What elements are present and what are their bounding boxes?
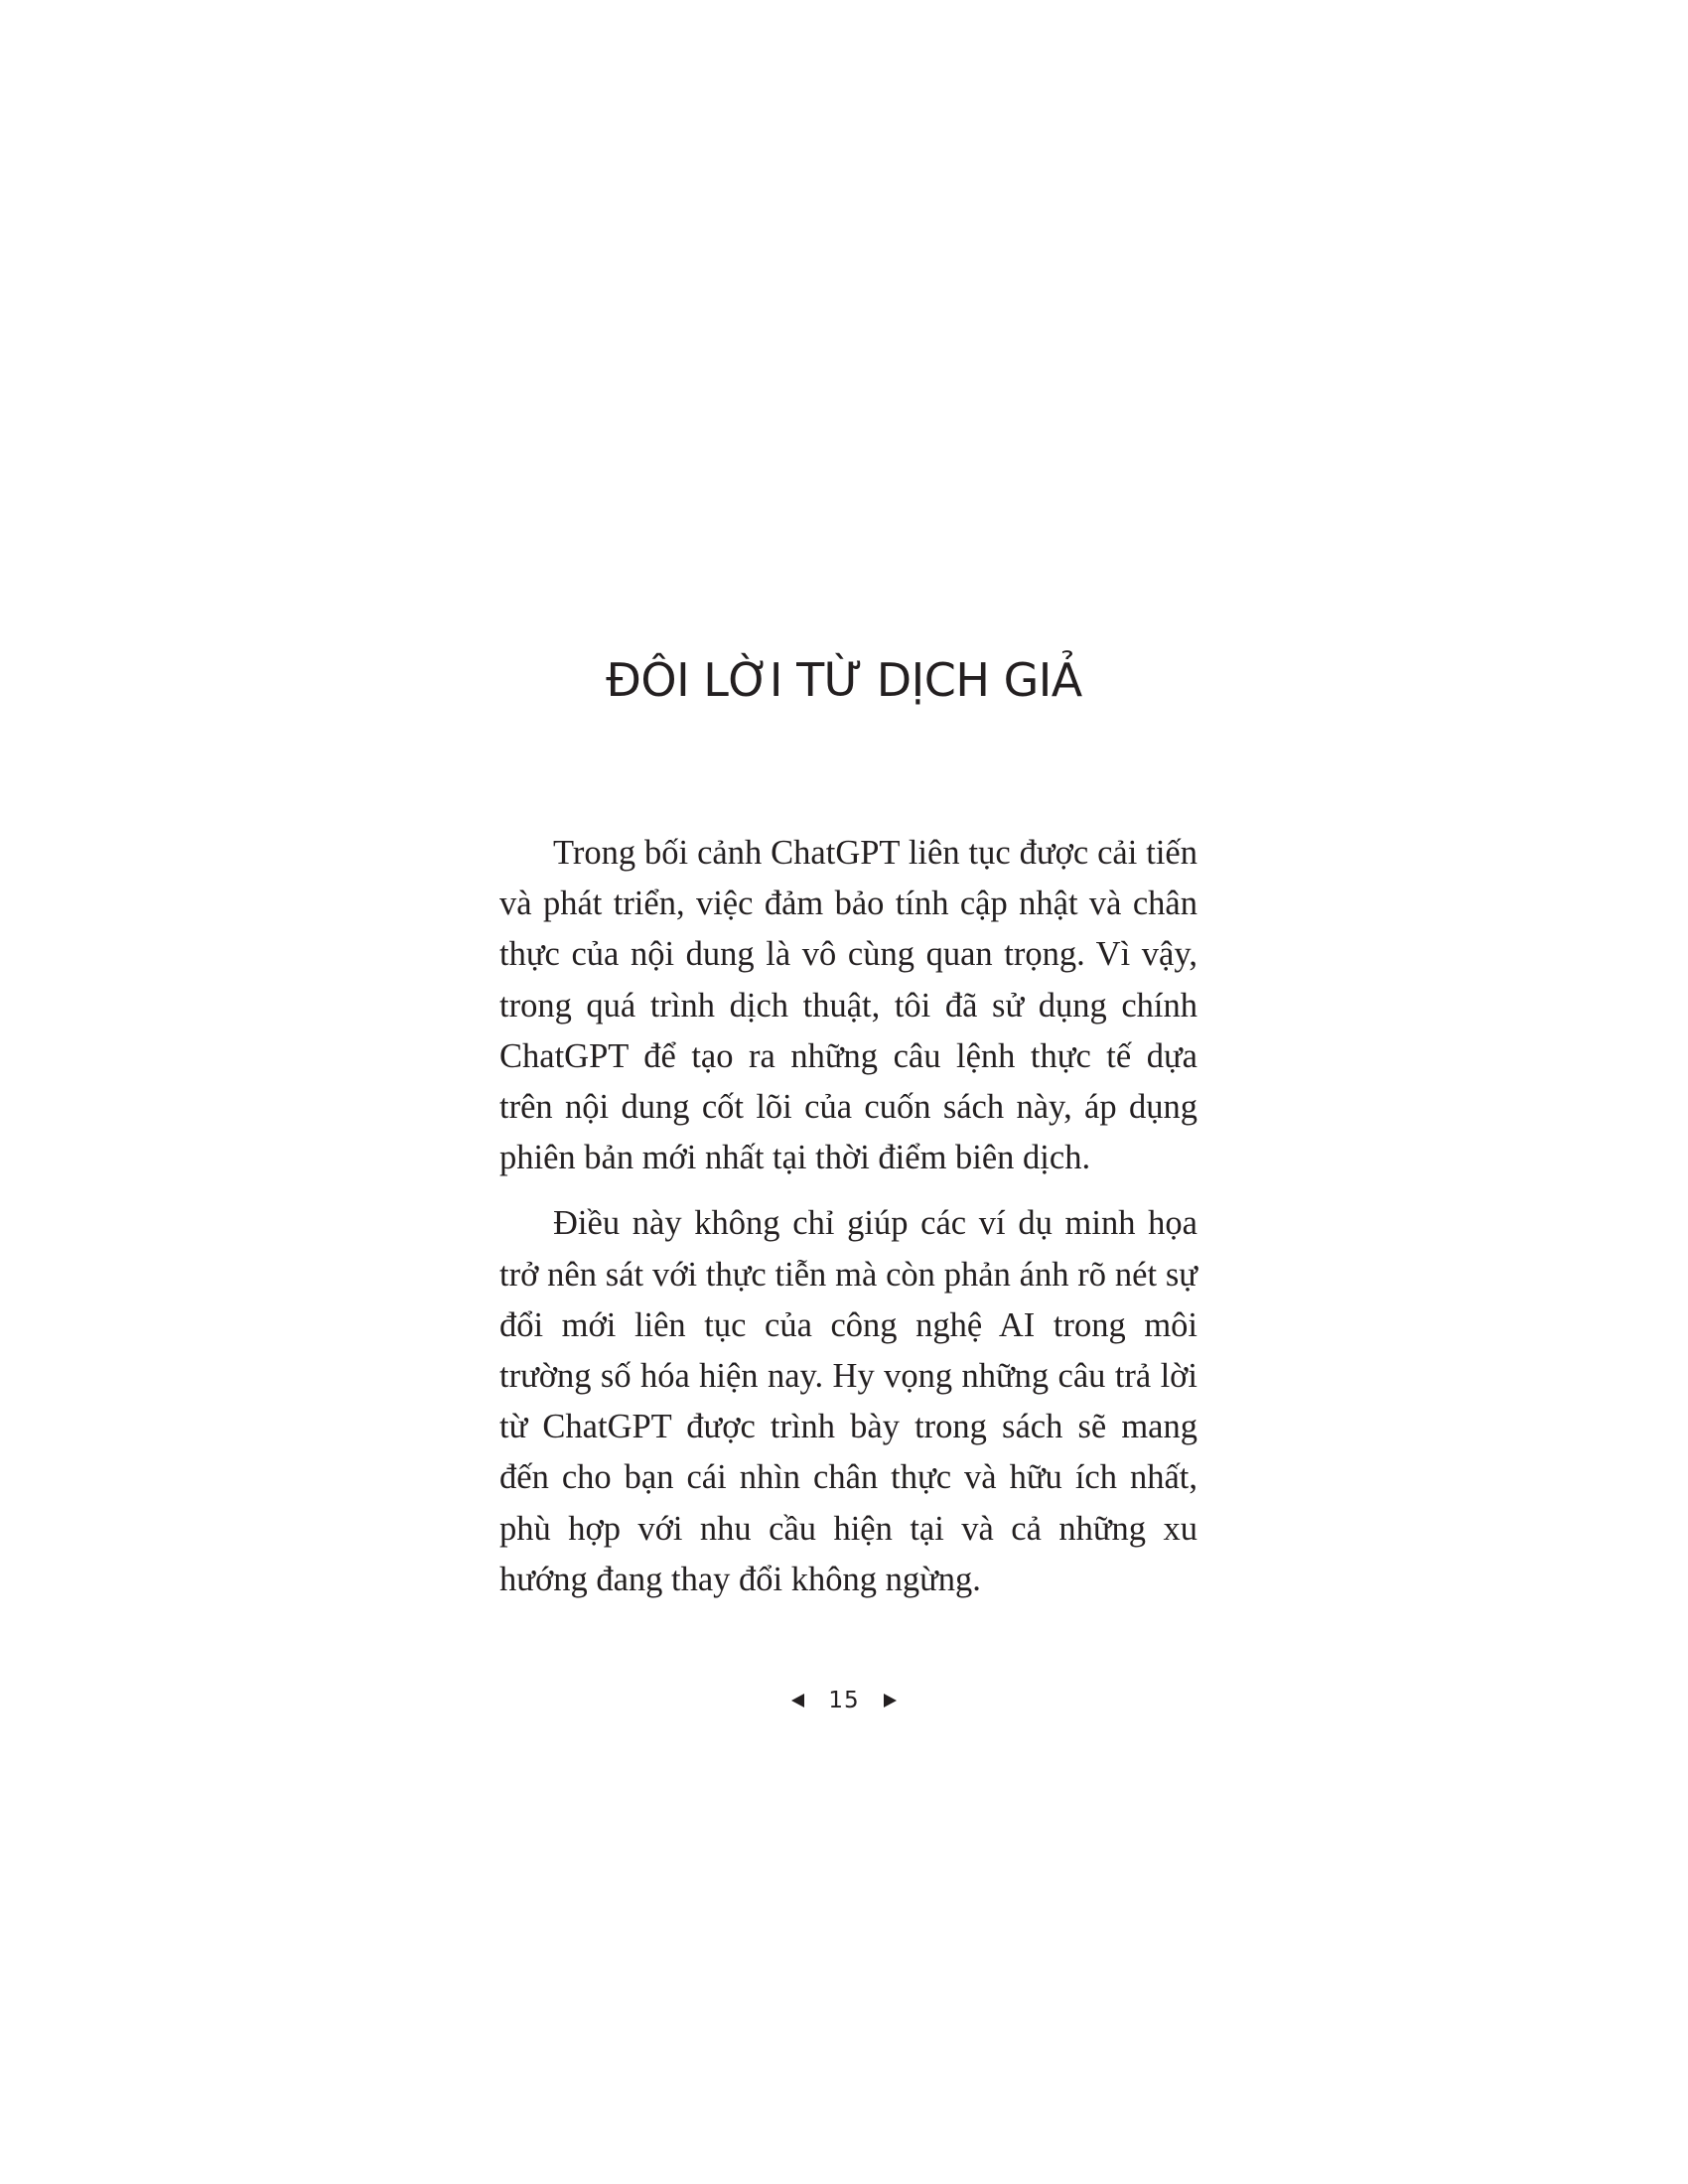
paragraph-2: Điều này không chỉ giúp các ví dụ minh họa trở nên sát với thực tiễn mà còn phản ánh rõ nét sự đổi mới liên tục của công nghệ AI trong môi trường số hóa hiện nay. Hy vọng những câu trả lời từ ChatGPT được trình bày trong sách sẽ mang đến cho bạn cái nhìn chân thực và hữu ích nhất, phù hợp với nhu cầu hiện tại và cả những xu hướng đang thay đổi không ngừng. bbox=[499, 1204, 1197, 1598]
page-footer bbox=[0, 1688, 1688, 1713]
page-title: ĐÔI LỜI TỪ DỊCH GIẢ bbox=[606, 653, 1082, 707]
body-text bbox=[499, 828, 1197, 1605]
triangle-right-icon bbox=[884, 1694, 897, 1707]
triangle-left-icon bbox=[791, 1694, 804, 1707]
paragraph-1: Trong bối cảnh ChatGPT liên tục được cải tiến và phát triển, việc đảm bảo tính cập nhật và chân thực của nội dung là vô cùng quan trọng. Vì vậy, trong quá trình dịch thuật, tôi đã sử dụng chính ChatGPT để tạo ra những câu lệnh thực tế dựa trên nội dung cốt lõi của cuốn sách này, áp dụng phiên bản mới nhất tại thời điểm biên dịch. bbox=[499, 834, 1197, 1177]
page-number: 15 bbox=[828, 1688, 860, 1713]
